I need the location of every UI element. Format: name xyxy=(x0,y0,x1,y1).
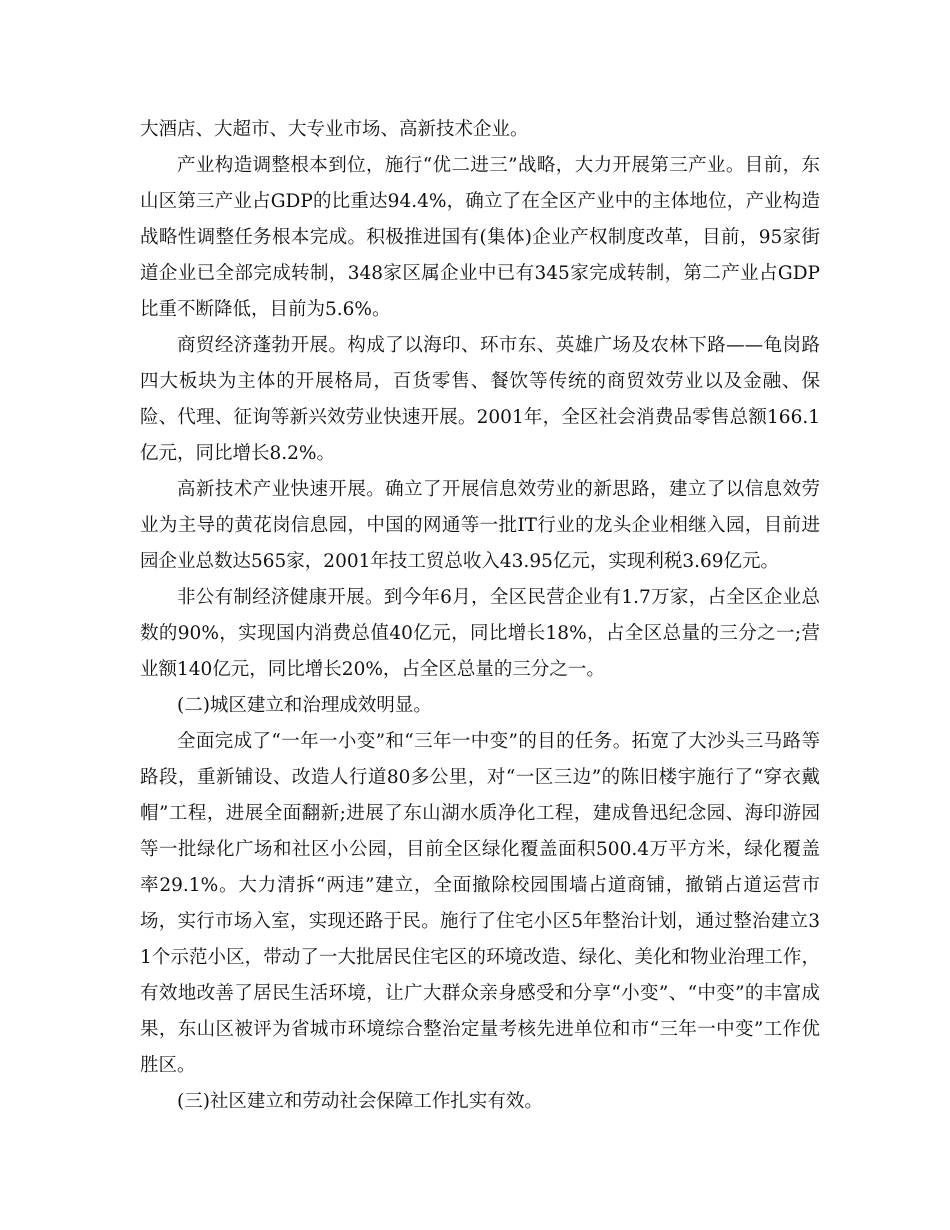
paragraph-commerce: 商贸经济蓬勃开展。构成了以海印、环市东、英雄广场及农林下路——龟岗路四大板块为主体的开展格局，百货零售、餐饮等传统的商贸效劳业以及金融、保险、代理、征询等新兴效劳业快速开展。2001年，全区社会消费品零售总额166.1亿元，同比增长8.2%。 xyxy=(140,335,820,464)
paragraph-urban-construction: 全面完成了“一年一小变”和“三年一中变”的目的任务。拓宽了大沙头三马路等路段，重新铺设、改造人行道80多公里，对“一区三边”的陈旧楼宇施行了“穿衣戴帽”工程，进展全面翻新;进展了东山湖水质净化工程，建成鲁迅纪念园、海印游园等一批绿化广场和社区小公园，目前全区绿化覆盖面积500.4万平方米，绿化覆盖率29.1%。大力清拆“两违”建立，全面撤除校园围墙占道商铺，撤销占道运营市场，实行市场入室，实现还路于民。施行了住宅小区5年整治计划，通过整治建立31个示范小区，带动了一大批居民住宅区的环境改造、绿化、美化和物业治理工作，有效地改善了居民生活环境，让广大群众亲身感受和分享“小变”、“中变”的丰富成果，东山区被评为省城市环境综合整治定量考核先进单位和市“三年一中变”工作优胜区。 xyxy=(140,731,820,1076)
paragraph-private-economy: 非公有制经济健康开展。到今年6月，全区民营企业有1.7万家，占全区企业总数的90%，实现国内消费总值40亿元，同比增长18%，占全区总量的三分之一;营业额140亿元，同比增长20%，占全区总量的三分之一。 xyxy=(140,587,820,680)
paragraph-continuation: 大酒店、大超市、大专业市场、高新技术企业。 xyxy=(140,119,529,140)
section-heading-urban: (二)城区建立和治理成效明显。 xyxy=(177,695,432,716)
section-heading-community: (三)社区建立和劳动社会保障工作扎实有效。 xyxy=(177,1091,543,1112)
document-body xyxy=(140,112,820,1120)
paragraph-hightech: 高新技术产业快速开展。确立了开展信息效劳业的新思路，建立了以信息效劳业为主导的黄花岗信息园，中国的网通等一批IT行业的龙头企业相继入园，目前进园企业总数达565家，2001年技工贸总收入43.95亿元，实现利税3.69亿元。 xyxy=(140,479,820,572)
paragraph-industry-structure: 产业构造调整根本到位，施行“优二进三”战略，大力开展第三产业。目前，东山区第三产业占GDP的比重达94.4%，确立了在全区产业中的主体地位，产业构造战略性调整任务根本完成。积极推进国有(集体)企业产权制度改革，目前，95家街道企业已全部完成转制，348家区属企业中已有345家完成转制，第二产业占GDP比重不断降低，目前为5.6%。 xyxy=(140,155,820,320)
